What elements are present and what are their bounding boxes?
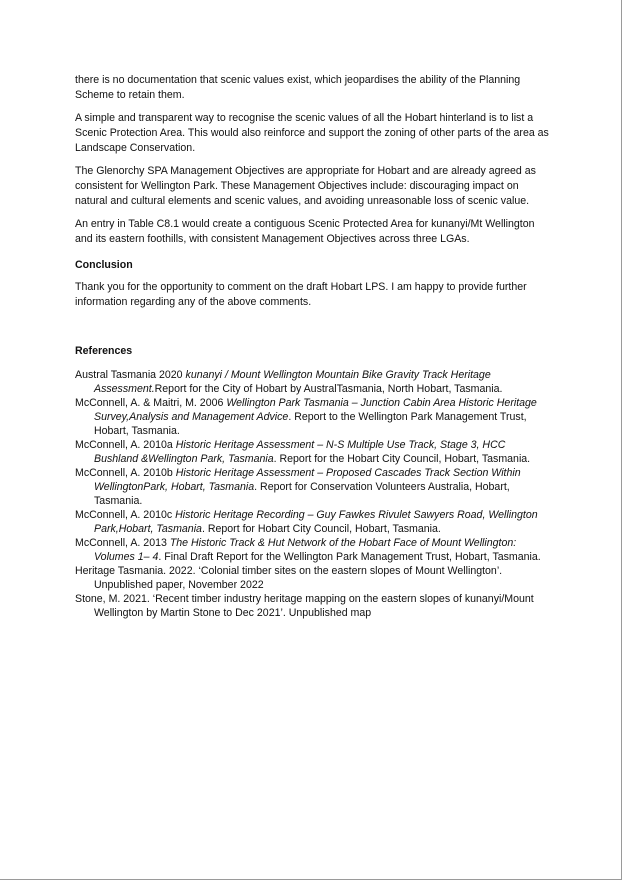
reference-details: Report for the City of Hobart by AustralTasmania, North Hobart, Tasmania.: [154, 383, 503, 396]
reference-title: kunanyi / Mount Wellington Mountain Bike Gravity Track Heritage Assessment.: [94, 369, 491, 396]
reference-author: McConnell, A. & Maitri, M. 2006: [75, 397, 227, 410]
reference-author: McConnell, A. 2010a: [75, 439, 176, 452]
reference-title: Wellington Park Tasmania – Junction Cabin Area Historic Heritage Survey,Analysis and Management Advice: [94, 397, 537, 424]
body-paragraph: An entry in Table C8.1 would create a contiguous Scenic Protected Area for kunanyi/Mt Wellington and its eastern foothills, with consistent Management Objectives across three LGAs.: [75, 218, 535, 246]
reference-title: Historic Heritage Assessment – N-S Multiple Use Track, Stage 3, HCC Bushland &Wellington Park, Tasmania: [94, 439, 506, 466]
reference-item: [75, 592, 550, 620]
reference-item: [75, 466, 550, 508]
reference-item: [75, 396, 550, 438]
reference-title: The Historic Track & Hut Network of the Hobart Face of Mount Wellington: Volumes 1– 4: [94, 537, 517, 564]
reference-author: Austral Tasmania 2020: [75, 369, 186, 382]
reference-text: Heritage Tasmania. 2022. ‘Colonial timber sites on the eastern slopes of Mount Wellington’. Unpublished paper, November 2022: [75, 565, 503, 592]
reference-details: . Report for the Hobart City Council, Hobart, Tasmania.: [273, 453, 531, 466]
conclusion-heading: Conclusion: [75, 258, 133, 271]
reference-title: Historic Heritage Recording – Guy Fawkes Rivulet Sawyers Road, Wellington Park,Hobart, Tasmania: [94, 509, 538, 536]
body-paragraph: The Glenorchy SPA Management Objectives are appropriate for Hobart and are already agreed as consistent for Wellington Park. These Management Objectives include: discouraging impact on natural and cultural elements and scenic values, and avoiding unreasonable loss of scenic value.: [75, 165, 536, 208]
reference-title: Historic Heritage Assessment – Proposed Cascades Track Section Within WellingtonPark, Hobart, Tasmania: [94, 467, 521, 494]
reference-author: McConnell, A. 2010b: [75, 467, 176, 480]
reference-item: [75, 536, 550, 564]
reference-item: [75, 564, 550, 592]
reference-details: . Report for Hobart City Council, Hobart, Tasmania.: [201, 523, 441, 536]
reference-item: [75, 368, 550, 396]
reference-item: [75, 508, 550, 536]
reference-details: . Report to the Wellington Park Management Trust, Hobart, Tasmania.: [94, 411, 527, 438]
conclusion-text: Thank you for the opportunity to comment on the draft Hobart LPS. I am happy to provide further information regarding any of the above comments.: [75, 280, 527, 308]
references-list: [75, 368, 550, 620]
body-paragraph: there is no documentation that scenic values exist, which jeopardises the ability of the Planning Scheme to retain them.: [75, 74, 521, 102]
reference-author: McConnell, A. 2013: [75, 537, 170, 550]
document-body: [75, 73, 550, 620]
reference-author: McConnell, A. 2010c: [75, 509, 176, 522]
reference-details: . Final Draft Report for the Wellington Park Management Trust, Hobart, Tasmania.: [158, 551, 541, 564]
reference-text: Stone, M. 2021. ‘Recent timber industry heritage mapping on the eastern slopes of kunanyi/Mount Wellington by Martin Stone to Dec 2021’. Unpublished map: [75, 593, 534, 620]
reference-details: . Report for Conservation Volunteers Australia, Hobart, Tasmania.: [94, 481, 510, 508]
body-paragraph: A simple and transparent way to recognise the scenic values of all the Hobart hinterland is to list a Scenic Protection Area. This would also reinforce and support the zoning of other parts of the area as Landscape Conservation.: [75, 111, 549, 155]
reference-item: [75, 438, 550, 466]
references-heading: References: [75, 345, 133, 358]
